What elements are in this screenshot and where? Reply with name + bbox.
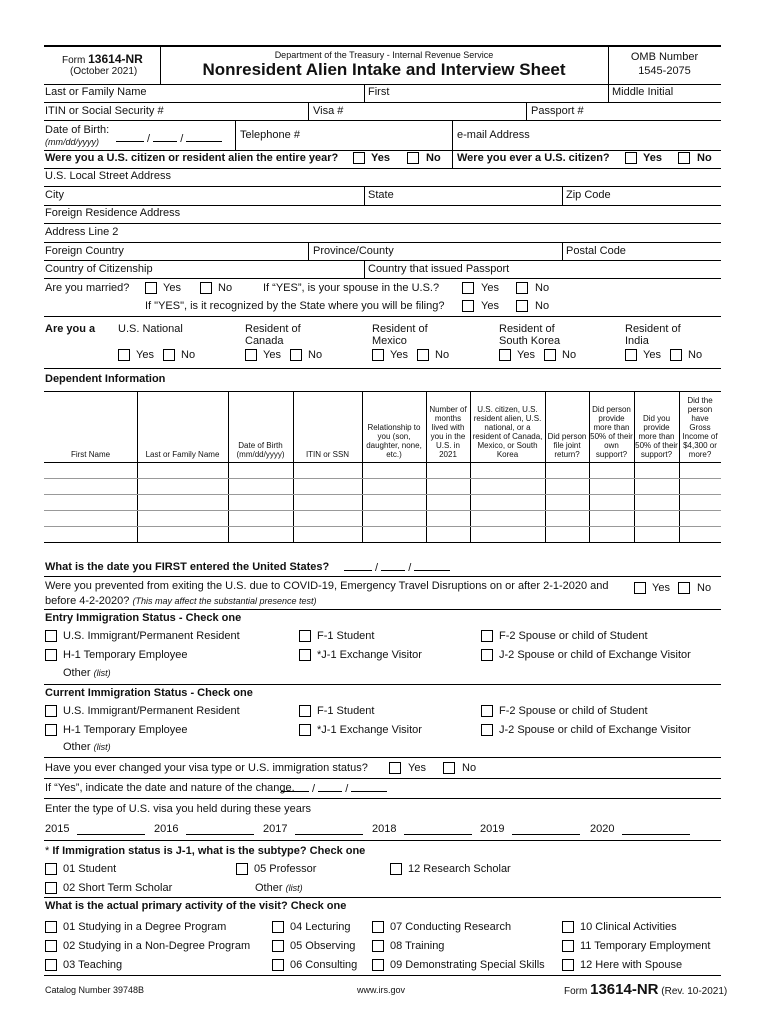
activity-label: 08 Training	[390, 940, 445, 952]
table-cell[interactable]	[138, 495, 227, 509]
no-label: No	[426, 152, 441, 164]
citizen-no-checkbox[interactable]	[407, 152, 419, 164]
immigration-status-label: F-1 Student	[317, 630, 375, 642]
divider	[608, 84, 609, 102]
email-field[interactable]: e-mail Address	[457, 129, 530, 141]
divider	[308, 102, 309, 120]
citizen-question: Were you a U.S. citizen or resident alien the entire year?	[45, 152, 339, 164]
yes-label: Yes	[517, 349, 535, 361]
activity-label: 06 Consulting	[290, 959, 358, 971]
other-label: Other	[63, 667, 91, 679]
current-status-title: Current Immigration Status - Check one	[45, 687, 253, 699]
immigration-status-checkbox[interactable]	[45, 649, 57, 661]
table-cell[interactable]	[635, 511, 678, 525]
residency-option-sub: Mexico	[372, 335, 407, 347]
residency-no-checkbox[interactable]	[290, 349, 302, 361]
residency-option-sub: India	[625, 335, 649, 347]
table-cell[interactable]	[471, 495, 544, 509]
revision: (Rev. 10-2021)	[661, 986, 728, 997]
rule	[44, 609, 721, 610]
ever-citizen-question: Were you ever a U.S. citizen?	[457, 152, 610, 164]
immigration-status-checkbox[interactable]	[45, 724, 57, 736]
yes-label: Yes	[263, 349, 281, 361]
table-cell[interactable]	[471, 511, 544, 525]
table-cell[interactable]	[546, 495, 588, 509]
activity-label: 01 Studying in a Degree Program	[63, 921, 227, 933]
no-label: No	[218, 282, 233, 294]
dependents-title: Dependent Information	[45, 373, 166, 385]
activity-checkbox[interactable]	[372, 921, 384, 933]
residency-no-checkbox[interactable]	[417, 349, 429, 361]
other-label: Other	[63, 741, 91, 753]
visa-year-input[interactable]	[512, 825, 580, 835]
visa-year-label: 2019	[480, 823, 505, 835]
table-cell[interactable]	[635, 479, 678, 493]
top-rule	[44, 45, 721, 47]
table-cell[interactable]	[138, 511, 227, 525]
spouse-question: If “YES”, is your spouse in the U.S.?	[263, 282, 440, 294]
entry-status-title: Entry Immigration Status - Check one	[45, 612, 242, 624]
middle-initial-field[interactable]: Middle Initial	[612, 86, 674, 98]
first-entered-question: What is the date you FIRST entered the United States?	[45, 561, 330, 573]
married-no-checkbox[interactable]	[200, 282, 212, 294]
table-cell[interactable]	[427, 479, 469, 493]
table-cell[interactable]	[45, 479, 136, 493]
ever-citizen-yes-checkbox[interactable]	[625, 152, 637, 164]
married-question: Are you married?	[45, 282, 130, 294]
telephone-field[interactable]: Telephone #	[240, 129, 300, 141]
activity-label: 03 Teaching	[63, 959, 123, 971]
first-name-field[interactable]: First	[368, 86, 390, 98]
table-cell[interactable]	[427, 495, 469, 509]
column-header: Did the person have Gross Income of $4,300 or more?	[682, 396, 718, 459]
visa-change-no-checkbox[interactable]	[443, 762, 455, 774]
j1-subtype-label: 12 Research Scholar	[408, 863, 511, 875]
no-label: No	[697, 582, 712, 594]
visa-change-if-yes: If “Yes”, indicate the date and nature of the change.	[45, 782, 295, 794]
immigration-status-checkbox[interactable]	[481, 630, 493, 642]
rule	[44, 223, 721, 224]
activity-checkbox[interactable]	[372, 959, 384, 971]
rule	[44, 242, 721, 243]
are-you-label: Are you a	[45, 323, 96, 335]
footer-form-prefix: Form	[564, 986, 588, 997]
ever-citizen-no-checkbox[interactable]	[678, 152, 690, 164]
yes-label: Yes	[643, 152, 662, 164]
visa-year-input[interactable]	[622, 825, 690, 835]
residency-option-sub: South Korea	[499, 335, 561, 347]
activity-checkbox[interactable]	[372, 940, 384, 952]
omb-label: OMB Number	[630, 51, 699, 63]
visa-year-label: 2017	[263, 823, 288, 835]
immigration-status-label: *J-1 Exchange Visitor	[317, 649, 422, 661]
rule	[44, 278, 721, 279]
list-hint: (list)	[285, 883, 303, 893]
residency-option-label: U.S. National	[118, 323, 183, 335]
j1-subtype-label: 01 Student	[63, 863, 117, 875]
yes-label: Yes	[408, 762, 426, 774]
form-prefix: Form	[62, 55, 86, 66]
divider	[562, 186, 563, 205]
table-cell[interactable]	[229, 511, 292, 525]
table-cell[interactable]	[427, 463, 469, 477]
rule	[44, 316, 721, 317]
activity-checkbox[interactable]	[45, 921, 57, 933]
visa-years-question: Enter the type of U.S. visa you held during these years	[45, 803, 311, 815]
table-cell[interactable]	[590, 463, 633, 477]
immigration-status-checkbox[interactable]	[481, 649, 493, 661]
table-cell[interactable]	[363, 495, 425, 509]
visa-year-input[interactable]	[404, 825, 472, 835]
residency-yes-checkbox[interactable]	[118, 349, 130, 361]
dob-format: (mm/dd/yyyy)	[45, 137, 99, 147]
table-cell[interactable]	[45, 463, 136, 477]
table-cell[interactable]	[471, 527, 544, 541]
immigration-status-label: *J-1 Exchange Visitor	[317, 724, 422, 736]
no-label: No	[435, 349, 450, 361]
visa-change-yes-checkbox[interactable]	[389, 762, 401, 774]
no-label: No	[181, 349, 196, 361]
residency-option-label: Resident of	[245, 323, 301, 335]
table-cell[interactable]	[590, 527, 633, 541]
divider	[452, 150, 453, 168]
divider	[452, 120, 453, 150]
immigration-status-checkbox[interactable]	[481, 705, 493, 717]
table-cell[interactable]	[138, 479, 227, 493]
column-header: First Name	[70, 450, 111, 459]
residency-option-label: Resident of	[372, 323, 428, 335]
rule	[44, 778, 721, 779]
rule	[44, 186, 721, 187]
residency-option-label: Resident of	[625, 323, 681, 335]
form-date: (October 2021)	[70, 66, 138, 77]
married-yes-checkbox[interactable]	[145, 282, 157, 294]
j1-subtype-title: If Immigration status is J-1, what is the subtype? Check one	[52, 845, 366, 857]
table-cell[interactable]	[363, 479, 425, 493]
table-cell[interactable]	[546, 463, 588, 477]
activity-checkbox[interactable]	[562, 921, 574, 933]
residency-yes-checkbox[interactable]	[245, 349, 257, 361]
table-cell[interactable]	[45, 495, 136, 509]
table-cell[interactable]	[546, 511, 588, 525]
rule	[44, 757, 721, 758]
immigration-status-label: U.S. Immigrant/Permanent Resident	[63, 705, 240, 717]
table-cell[interactable]	[546, 527, 588, 541]
yes-label: Yes	[481, 282, 499, 294]
activity-label: 11 Temporary Employment	[580, 940, 711, 952]
table-cell[interactable]	[680, 495, 720, 509]
table-cell[interactable]	[427, 511, 469, 525]
visa-year-input[interactable]	[295, 825, 363, 835]
no-label: No	[697, 152, 712, 164]
visa-year-label: 2018	[372, 823, 397, 835]
no-label: No	[535, 282, 550, 294]
table-cell[interactable]	[363, 527, 425, 541]
no-label: No	[462, 762, 477, 774]
visa-change-date-field[interactable]: / /	[281, 782, 387, 795]
zip-code-field[interactable]: Zip Code	[566, 189, 611, 201]
no-label: No	[562, 349, 577, 361]
immigration-status-label: H-1 Temporary Employee	[63, 724, 188, 736]
immigration-status-label: H-1 Temporary Employee	[63, 649, 188, 661]
visa-year-input[interactable]	[77, 825, 145, 835]
j1-subtype-label: 02 Short Term Scholar	[63, 882, 173, 894]
immigration-status-checkbox[interactable]	[45, 630, 57, 642]
other-label: Other	[255, 882, 283, 894]
rule	[44, 368, 721, 369]
activity-label: 09 Demonstrating Special Skills	[390, 959, 545, 971]
table-cell[interactable]	[294, 511, 361, 525]
column-header: Did person provide more than 50% of their own support?	[590, 405, 633, 459]
list-hint: (list)	[93, 668, 111, 678]
table-cell[interactable]	[590, 479, 633, 493]
covid-yes-checkbox[interactable]	[634, 582, 646, 594]
j1-subtype-label: 05 Professor	[254, 863, 317, 875]
no-label: No	[688, 349, 703, 361]
immigration-status-label: J-2 Spouse or child of Exchange Visitor	[499, 649, 691, 661]
covid-no-checkbox[interactable]	[678, 582, 690, 594]
table-cell[interactable]	[590, 495, 633, 509]
rule	[44, 84, 721, 85]
table-cell[interactable]	[45, 527, 136, 541]
rule	[44, 102, 721, 103]
activity-label: 10 Clinical Activities	[580, 921, 677, 933]
residency-option-label: Resident of	[499, 323, 555, 335]
footer-form-number: 13614-NR	[590, 981, 659, 998]
residency-option-sub: Canada	[245, 335, 284, 347]
table-cell[interactable]	[590, 511, 633, 525]
table-cell[interactable]	[294, 495, 361, 509]
visa-year-label: 2020	[590, 823, 615, 835]
column-header: Did you provide more than 50% of their support?	[635, 414, 678, 459]
rule	[44, 897, 721, 898]
immigration-status-label: J-2 Spouse or child of Exchange Visitor	[499, 724, 691, 736]
activity-title: What is the actual primary activity of the visit? Check one	[45, 900, 347, 912]
activity-checkbox[interactable]	[45, 940, 57, 952]
j1-subtype-checkbox[interactable]	[45, 863, 57, 875]
table-cell[interactable]	[363, 511, 425, 525]
activity-label: 02 Studying in a Non-Degree Program	[63, 940, 251, 952]
immigration-status-label: F-1 Student	[317, 705, 375, 717]
residency-no-checkbox[interactable]	[544, 349, 556, 361]
activity-checkbox[interactable]	[272, 940, 284, 952]
activity-label: 07 Conducting Research	[390, 921, 512, 933]
dob-label: Date of Birth:	[45, 124, 110, 136]
last-name-field[interactable]: Last or Family Name	[45, 86, 147, 98]
table-cell[interactable]	[294, 463, 361, 477]
omb-number: 1545-2075	[638, 65, 691, 77]
immigration-status-checkbox[interactable]	[299, 649, 311, 661]
asterisk: *	[45, 845, 50, 857]
table-cell[interactable]	[229, 495, 292, 509]
passport-country-field[interactable]: Country that issued Passport	[368, 263, 510, 275]
rule	[44, 840, 721, 841]
rule	[44, 150, 721, 151]
activity-label: 05 Observing	[290, 940, 356, 952]
yes-label: Yes	[136, 349, 154, 361]
table-cell[interactable]	[138, 527, 227, 541]
foreign-address-field[interactable]: Foreign Residence Address	[45, 207, 181, 219]
immigration-status-label: F-2 Spouse or child of Student	[499, 705, 648, 717]
column-header: Last or Family Name	[145, 450, 220, 459]
residency-no-checkbox[interactable]	[670, 349, 682, 361]
visa-year-input[interactable]	[186, 825, 254, 835]
visa-number-field[interactable]: Visa #	[313, 105, 344, 117]
table-cell[interactable]	[471, 463, 544, 477]
rule	[44, 684, 721, 685]
immigration-status-checkbox[interactable]	[481, 724, 493, 736]
table-cell[interactable]	[363, 463, 425, 477]
table-cell[interactable]	[138, 463, 227, 477]
state-recognized-question: If "YES", is it recognized by the State where you will be filing?	[145, 300, 445, 312]
spouse-yes-checkbox[interactable]	[462, 282, 474, 294]
table-cell[interactable]	[229, 479, 292, 493]
dob-field[interactable]: / /	[116, 132, 222, 145]
table-cell[interactable]	[427, 527, 469, 541]
table-row	[44, 542, 721, 543]
divider	[308, 242, 309, 260]
residency-no-checkbox[interactable]	[163, 349, 175, 361]
divider	[526, 102, 527, 120]
rule	[44, 576, 721, 577]
table-cell[interactable]	[680, 527, 720, 541]
table-cell[interactable]	[680, 463, 720, 477]
divider	[364, 84, 365, 102]
state-yes-checkbox[interactable]	[462, 300, 474, 312]
table-cell[interactable]	[229, 527, 292, 541]
immigration-status-checkbox[interactable]	[299, 724, 311, 736]
citizenship-country-field[interactable]: Country of Citizenship	[45, 263, 153, 275]
activity-label: 12 Here with Spouse	[580, 959, 683, 971]
j1-subtype-checkbox[interactable]	[390, 863, 402, 875]
foreign-country-field[interactable]: Foreign Country	[45, 245, 124, 257]
citizen-yes-checkbox[interactable]	[353, 152, 365, 164]
form-number: 13614-NR	[88, 52, 143, 66]
j1-subtype-checkbox[interactable]	[45, 882, 57, 894]
activity-checkbox[interactable]	[562, 959, 574, 971]
no-label: No	[535, 300, 550, 312]
spouse-no-checkbox[interactable]	[516, 282, 528, 294]
visa-year-label: 2015	[45, 823, 70, 835]
state-field[interactable]: State	[368, 189, 394, 201]
divider	[364, 186, 365, 205]
rule	[44, 168, 721, 169]
yes-label: Yes	[643, 349, 661, 361]
column-header: Relationship to you (son, daughter, none, etc.)	[366, 423, 422, 459]
activity-checkbox[interactable]	[45, 959, 57, 971]
activity-checkbox[interactable]	[562, 940, 574, 952]
list-hint: (list)	[93, 742, 111, 752]
page-title: Nonresident Alien Intake and Interview Sheet	[202, 60, 566, 79]
catalog-number: Catalog Number 39748B	[45, 985, 145, 995]
column-header: Did person file joint return?	[547, 432, 587, 459]
yes-label: Yes	[163, 282, 181, 294]
table-cell[interactable]	[45, 511, 136, 525]
city-field[interactable]: City	[45, 189, 64, 201]
yes-label: Yes	[652, 582, 670, 594]
province-field[interactable]: Province/County	[313, 245, 394, 257]
table-cell[interactable]	[680, 511, 720, 525]
rule	[44, 120, 721, 121]
activity-label: 04 Lecturing	[290, 921, 351, 933]
table-cell[interactable]	[680, 479, 720, 493]
passport-number-field[interactable]: Passport #	[531, 105, 584, 117]
covid-note: (This may affect the substantial presence test)	[132, 596, 317, 606]
rule	[44, 798, 721, 799]
immigration-status-checkbox[interactable]	[299, 630, 311, 642]
table-cell[interactable]	[635, 527, 678, 541]
postal-code-field[interactable]: Postal Code	[566, 245, 626, 257]
immigration-status-label: U.S. Immigrant/Permanent Resident	[63, 630, 240, 642]
table-cell[interactable]	[635, 463, 678, 477]
rule	[44, 260, 721, 261]
rule	[44, 975, 721, 976]
j1-subtype-checkbox[interactable]	[236, 863, 248, 875]
covid-question-cont: before 4-2-2020?	[45, 595, 130, 607]
itin-ssn-field[interactable]: ITIN or Social Security #	[45, 105, 164, 117]
first-entered-date-field[interactable]: / /	[344, 561, 450, 574]
yes-label: Yes	[371, 152, 390, 164]
visa-change-question: Have you ever changed your visa type or U.S. immigration status?	[45, 762, 368, 774]
activity-checkbox[interactable]	[272, 921, 284, 933]
column-header: ITIN or SSN	[305, 450, 350, 459]
table-cell[interactable]	[294, 527, 361, 541]
residency-yes-checkbox[interactable]	[499, 349, 511, 361]
table-cell[interactable]	[294, 479, 361, 493]
immigration-status-checkbox[interactable]	[45, 705, 57, 717]
covid-question: Were you prevented from exiting the U.S. due to COVID-19, Emergency Travel Disruptions on or after 2-1-2020 and	[45, 580, 609, 592]
column-header: Number of months lived with you in the U.S. in 2021	[429, 405, 467, 459]
yes-label: Yes	[390, 349, 408, 361]
table-cell[interactable]	[635, 495, 678, 509]
address-line-2-field[interactable]: Address Line 2	[45, 226, 119, 238]
residency-yes-checkbox[interactable]	[625, 349, 637, 361]
rule	[44, 205, 721, 206]
state-no-checkbox[interactable]	[516, 300, 528, 312]
immigration-status-label: F-2 Spouse or child of Student	[499, 630, 648, 642]
column-header: Date of Birth (mm/dd/yyyy)	[236, 441, 285, 459]
column-header: U.S. citizen, U.S. resident alien, U.S. national, or a resident of Canada, Mexico, or South Korea	[472, 405, 543, 459]
immigration-status-checkbox[interactable]	[299, 705, 311, 717]
website: www.irs.gov	[357, 985, 406, 995]
street-address-field[interactable]: U.S. Local Street Address	[45, 170, 171, 182]
rule	[44, 391, 721, 392]
no-label: No	[308, 349, 323, 361]
residency-yes-checkbox[interactable]	[372, 349, 384, 361]
divider	[364, 260, 365, 278]
form-id	[62, 52, 143, 66]
table-cell[interactable]	[471, 479, 544, 493]
divider	[235, 120, 236, 150]
table-cell[interactable]	[229, 463, 292, 477]
divider	[562, 242, 563, 260]
activity-checkbox[interactable]	[272, 959, 284, 971]
visa-year-label: 2016	[154, 823, 179, 835]
department: Department of the Treasury - Internal Revenue Service	[274, 50, 494, 60]
table-cell[interactable]	[546, 479, 588, 493]
yes-label: Yes	[481, 300, 499, 312]
